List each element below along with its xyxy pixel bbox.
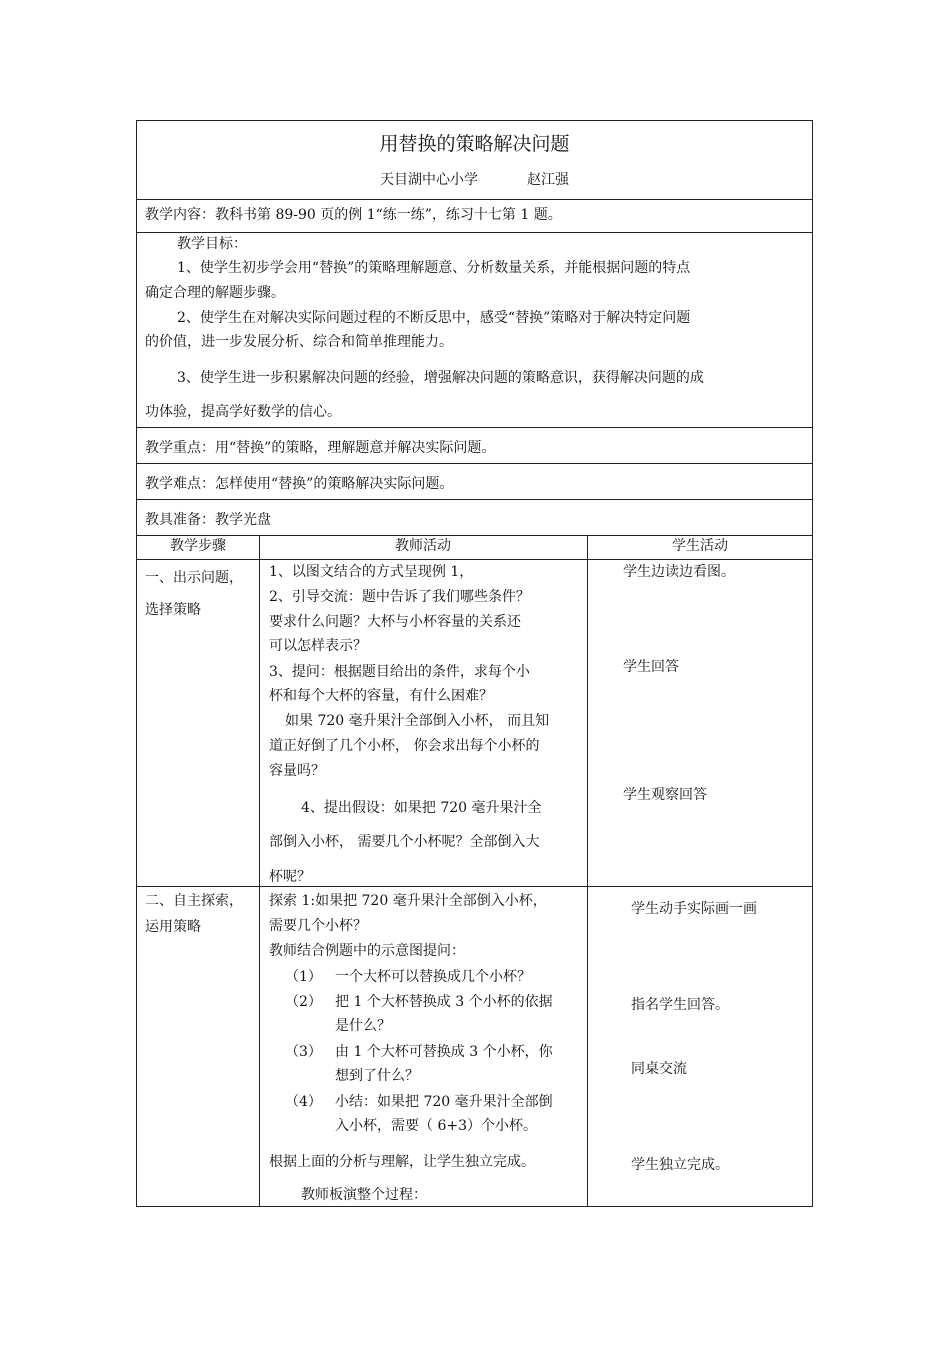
question-number: （3） bbox=[285, 1044, 322, 1060]
teacher-line: 杯呢？ bbox=[269, 869, 311, 885]
objective-line: 确定合理的解题步骤。 bbox=[145, 285, 285, 301]
question-text: 由 1 个大杯可替换成 3 个小杯，你 bbox=[335, 1044, 553, 1060]
column-divider bbox=[587, 535, 588, 1207]
step-name: 二、自主探索， bbox=[145, 893, 243, 909]
question-text: 入小杯，需要（ 6+3）个小杯。 bbox=[335, 1118, 537, 1134]
column-divider bbox=[259, 535, 260, 1207]
question-number: （2） bbox=[285, 994, 322, 1010]
column-header-teacher: 教师活动 bbox=[395, 538, 451, 554]
school-name: 天目湖中心小学 bbox=[380, 172, 479, 188]
rule bbox=[137, 232, 812, 233]
teacher-line: 需要几个小杯？ bbox=[269, 918, 367, 934]
teacher-line: 2、引导交流：题中告诉了我们哪些条件？ bbox=[269, 589, 530, 605]
difficulty: 教学难点：怎样使用“替换”的策略解决实际问题。 bbox=[145, 476, 454, 492]
student-line: 同桌交流 bbox=[631, 1061, 687, 1077]
materials: 教具准备：教学光盘 bbox=[145, 512, 271, 528]
rule bbox=[137, 886, 812, 887]
page-title: 用替换的策略解决问题 bbox=[379, 133, 570, 155]
lesson-plan-table bbox=[136, 120, 813, 1207]
rule bbox=[137, 463, 812, 464]
column-header-student: 学生活动 bbox=[672, 538, 728, 554]
objective-line: 1、使学生初步学会用“替换”的策略理解题意、分析数量关系，并能根据问题的特点 bbox=[177, 260, 691, 276]
teacher-line: 道正好倒了几个小杯， 你会求出每个小杯的 bbox=[269, 738, 540, 754]
byline bbox=[137, 173, 812, 187]
objectives-heading: 教学目标： bbox=[177, 236, 247, 252]
student-line: 学生动手实际画一画 bbox=[631, 901, 757, 917]
teaching-content: 教学内容：教科书第 89-90 页的例 1“练一练”，练习十七第 1 题。 bbox=[145, 207, 562, 223]
teacher-line: 1、以图文结合的方式呈现例 1， bbox=[269, 564, 474, 580]
step-name: 选择策略 bbox=[145, 602, 201, 618]
column-header-steps: 教学步骤 bbox=[170, 538, 226, 554]
student-line: 学生观察回答 bbox=[623, 787, 707, 803]
rule bbox=[137, 535, 812, 536]
step-name: 一、出示问题， bbox=[145, 570, 243, 586]
teacher-line: 3、提问：根据题目给出的条件，求每个小 bbox=[269, 664, 530, 680]
objective-line: 的价值，进一步发展分析、综合和简单推理能力。 bbox=[145, 334, 453, 350]
teacher-line: 部倒入小杯， 需要几个小杯呢？全部倒入大 bbox=[269, 834, 540, 850]
teacher-line: 探索 1:如果把 720 毫升果汁全部倒入小杯， bbox=[269, 893, 547, 909]
rule bbox=[137, 199, 812, 200]
student-line: 学生回答 bbox=[623, 659, 679, 675]
question-text: 一个大杯可以替换成几个小杯？ bbox=[335, 969, 531, 985]
objective-line: 2、使学生在对解决实际问题过程的不断反思中，感受“替换”策略对于解决特定问题 bbox=[177, 310, 691, 326]
teacher-line: 教师结合例题中的示意图提问： bbox=[269, 943, 465, 959]
teacher-line: 教师板演整个过程： bbox=[301, 1187, 427, 1203]
teacher-line: 可以怎样表示？ bbox=[269, 638, 367, 654]
question-text: 是什么？ bbox=[335, 1018, 391, 1034]
step-name: 运用策略 bbox=[145, 919, 201, 935]
teacher-line: 杯和每个大杯的容量，有什么困难？ bbox=[269, 688, 493, 704]
teacher-line: 容量吗？ bbox=[269, 763, 325, 779]
question-number: （4） bbox=[285, 1094, 322, 1110]
teacher-line: 如果 720 毫升果汁全部倒入小杯， 而且知 bbox=[285, 713, 550, 729]
rule bbox=[137, 499, 812, 500]
objective-line: 功体验，提高学好数学的信心。 bbox=[145, 404, 341, 420]
teacher-line: 要求什么问题？大杯与小杯容量的关系还 bbox=[269, 614, 521, 630]
rule bbox=[137, 559, 812, 560]
question-text: 想到了什么？ bbox=[335, 1068, 419, 1084]
objective-line: 3、使学生进一步积累解决问题的经验，增强解决问题的策略意识，获得解决问题的成 bbox=[177, 370, 704, 386]
student-line: 学生独立完成。 bbox=[631, 1157, 729, 1173]
question-text: 把 1 个大杯替换成 3 个小杯的依据 bbox=[335, 994, 553, 1010]
question-number: （1） bbox=[285, 969, 322, 985]
student-line: 学生边读边看图。 bbox=[623, 564, 735, 580]
teacher-line: 4、提出假设：如果把 720 毫升果汁全 bbox=[301, 800, 542, 816]
key-point: 教学重点：用“替换”的策略，理解题意并解决实际问题。 bbox=[145, 440, 496, 456]
author-name: 赵江强 bbox=[526, 172, 569, 188]
teacher-line: 根据上面的分析与理解，让学生独立完成。 bbox=[269, 1154, 535, 1170]
student-line: 指名学生回答。 bbox=[631, 997, 729, 1013]
question-text: 小结：如果把 720 毫升果汁全部倒 bbox=[335, 1094, 553, 1110]
rule bbox=[137, 427, 812, 428]
